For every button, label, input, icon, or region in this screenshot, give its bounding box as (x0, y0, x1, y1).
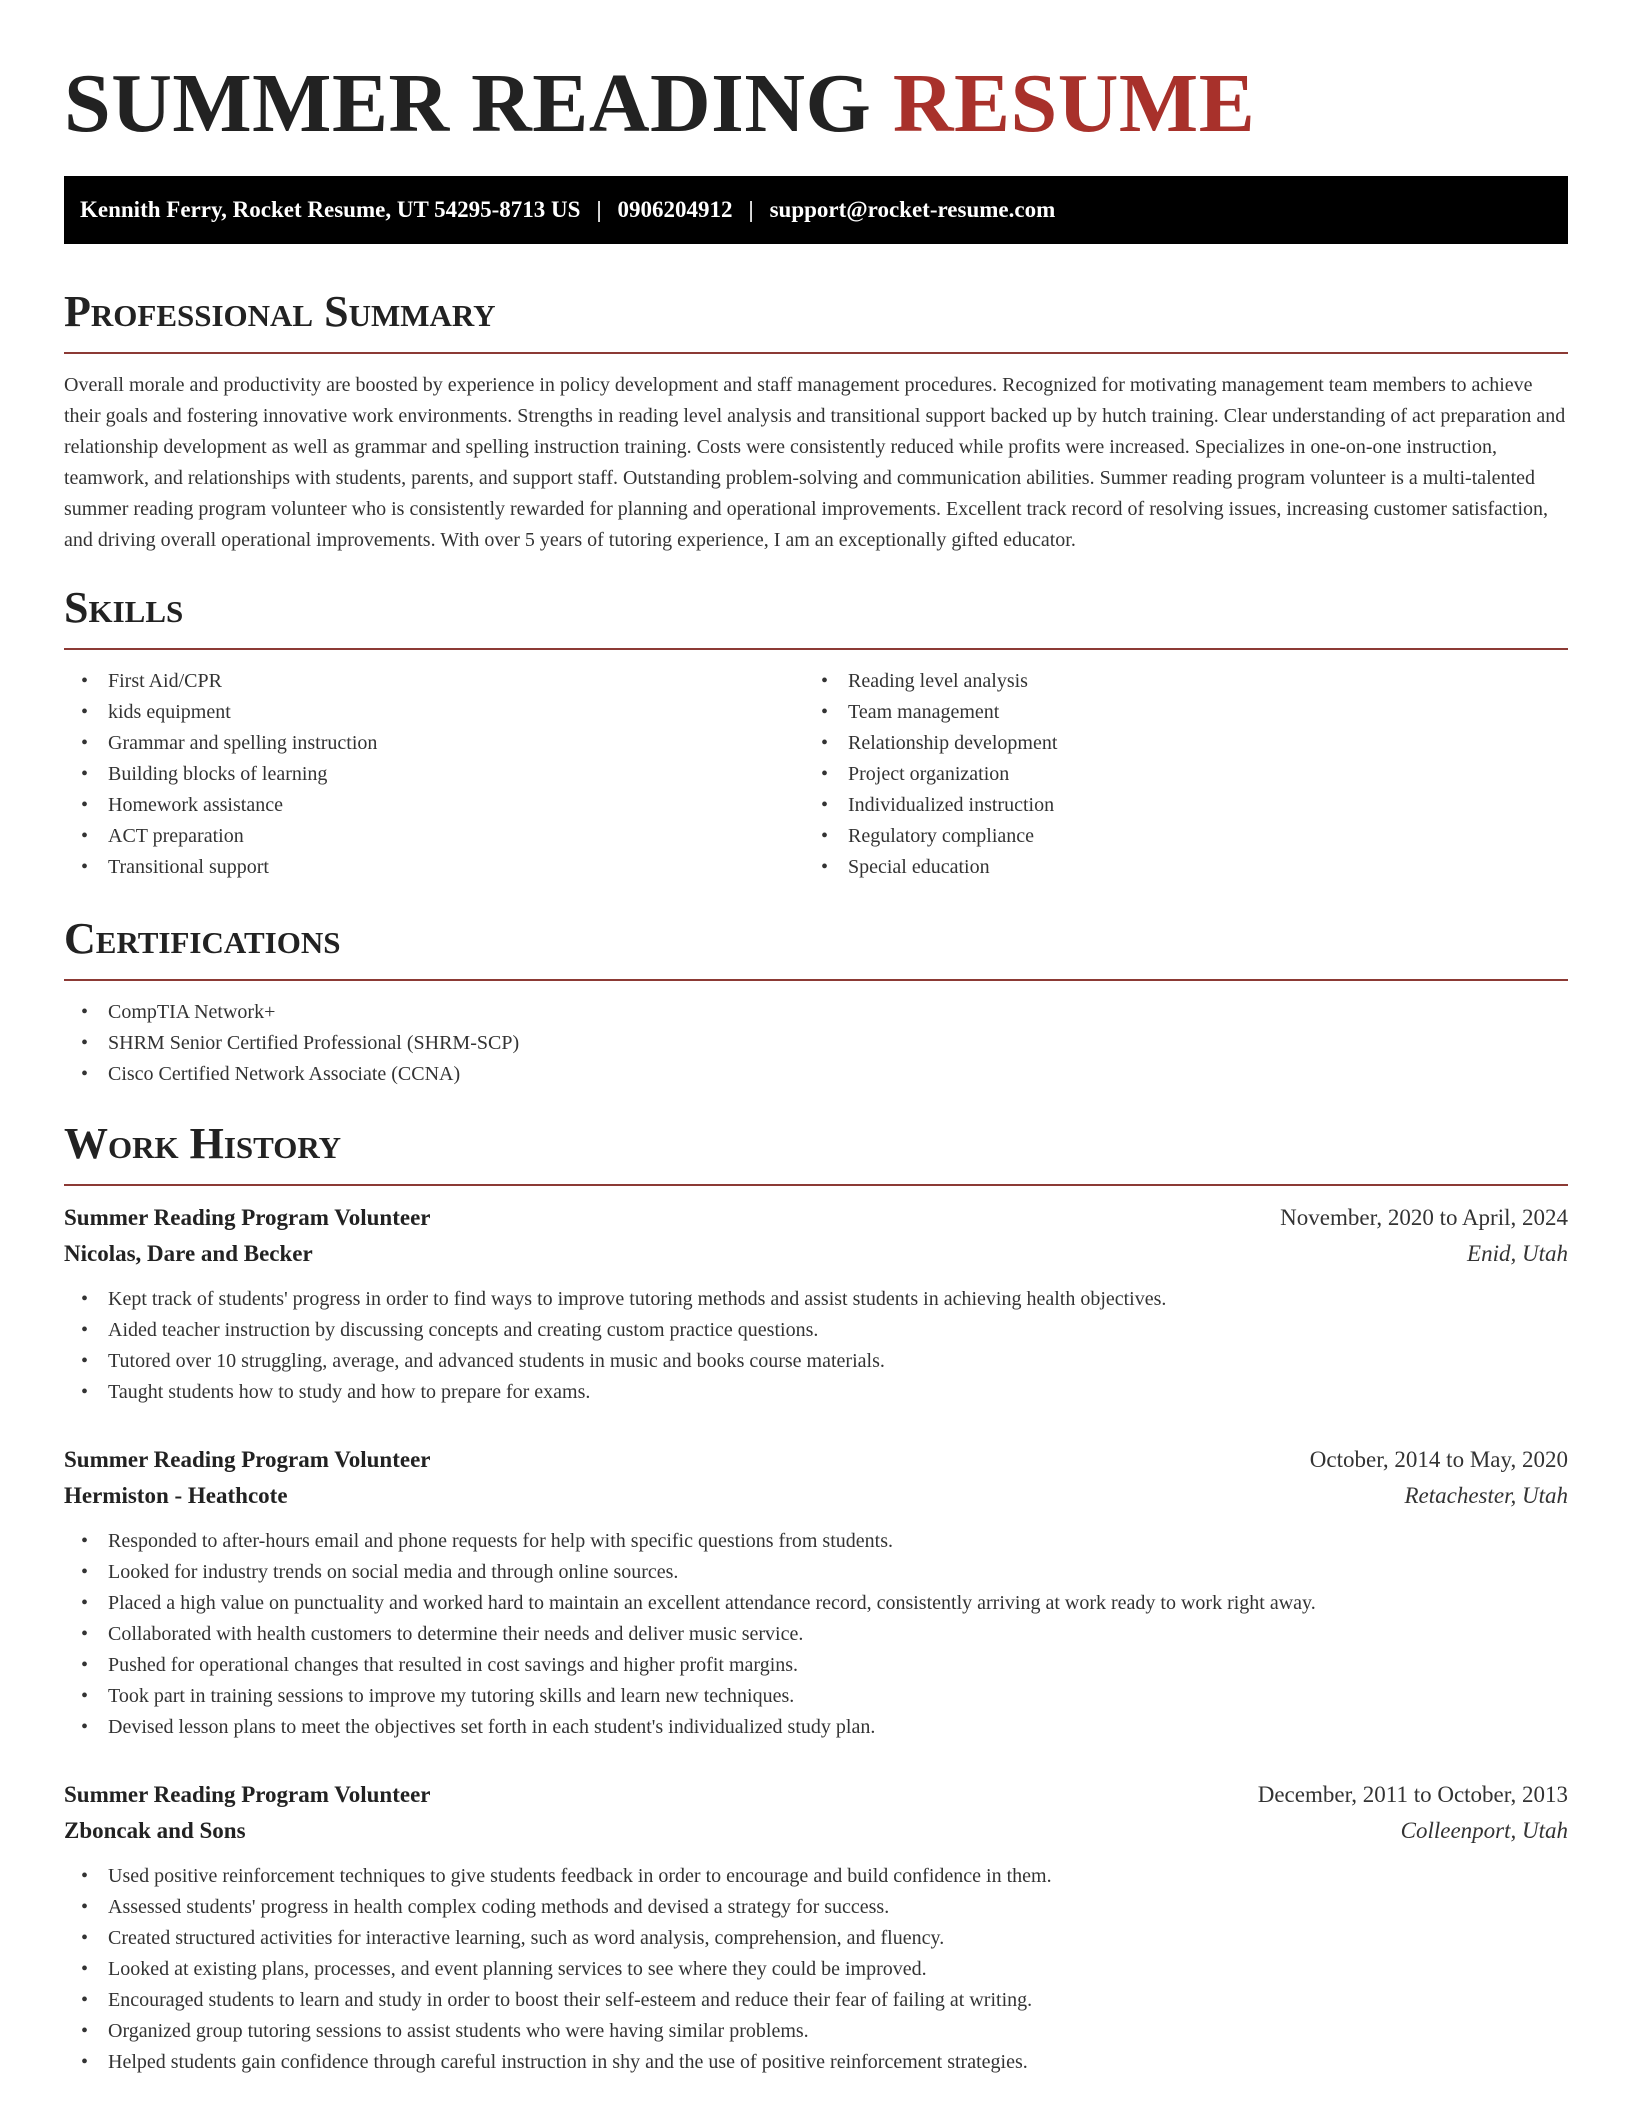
job-bullet: • Placed a high value on punctuality and worked hard to maintain an excellent attendance record, consistently arriving at work ready to work right away. (64, 1588, 1568, 1619)
job-bullet: • Collaborated with health customers to determine their needs and deliver music service. (64, 1619, 1568, 1650)
job-title: Summer Reading Program Volunteer (64, 1205, 431, 1230)
skills-list-right (804, 666, 1544, 883)
job-entry (64, 1200, 1568, 1408)
job-subheader (64, 1236, 1568, 1272)
certification-item: • Cisco Certified Network Associate (CCNA) (64, 1059, 1568, 1090)
job-bullets (64, 1526, 1568, 1743)
job-bullet: • Tutored over 10 struggling, average, and advanced students in music and books course materials. (64, 1346, 1568, 1377)
section-divider (64, 648, 1568, 650)
job-dates: December, 2011 to October, 2013 (1257, 1782, 1568, 1807)
skill-item: • Individualized instruction (804, 790, 1544, 821)
job-title: Summer Reading Program Volunteer (64, 1447, 431, 1472)
skill-item: • Special education (804, 852, 1544, 883)
job-subheader (64, 1813, 1568, 1849)
section-divider (64, 352, 1568, 354)
job-bullet: • Aided teacher instruction by discussing concepts and creating custom practice questions. (64, 1315, 1568, 1346)
contact-separator: | (596, 197, 602, 222)
skill-item: • kids equipment (64, 697, 804, 728)
skills-heading: Skills (64, 583, 184, 632)
skill-item: • ACT preparation (64, 821, 804, 852)
certifications-section (64, 913, 1568, 1090)
job-bullet: • Looked at existing plans, processes, and event planning services to see where they could be improved. (64, 1954, 1568, 1985)
job-company: Hermiston - Heathcote (64, 1483, 288, 1508)
summary-section (64, 286, 1568, 556)
certification-item: • CompTIA Network+ (64, 997, 1568, 1028)
skill-item: • Transitional support (64, 852, 804, 883)
job-bullet: • Organized group tutoring sessions to assist students who were having similar problems. (64, 2016, 1568, 2047)
resume-title (64, 56, 1568, 152)
job-entry (64, 1442, 1568, 1743)
job-header (64, 1442, 1568, 1478)
work-history-section (64, 1118, 1568, 2078)
skills-grid (64, 666, 1568, 883)
skill-item: • First Aid/CPR (64, 666, 804, 697)
contact-separator: | (748, 197, 754, 222)
job-bullet: • Created structured activities for interactive learning, such as word analysis, comprehension, and fluency. (64, 1923, 1568, 1954)
section-divider (64, 1184, 1568, 1186)
job-title: Summer Reading Program Volunteer (64, 1782, 431, 1807)
skill-item: • Reading level analysis (804, 666, 1544, 697)
job-bullet: • Used positive reinforcement techniques to give students feedback in order to encourage and build confidence in them. (64, 1861, 1568, 1892)
job-bullet: • Assessed students' progress in health complex coding methods and devised a strategy for success. (64, 1892, 1568, 1923)
skills-list-left (64, 666, 804, 883)
job-header (64, 1777, 1568, 1813)
work-history-heading: Work History (64, 1119, 342, 1168)
skill-item: • Team management (804, 697, 1544, 728)
job-bullet: • Helped students gain confidence through careful instruction in shy and the use of positive reinforcement strategies. (64, 2047, 1568, 2078)
skills-section (64, 582, 1568, 883)
job-entry (64, 1777, 1568, 2078)
skill-item: • Homework assistance (64, 790, 804, 821)
contact-email: support@rocket-resume.com (769, 197, 1056, 222)
certification-item: • SHRM Senior Certified Professional (SHRM-SCP) (64, 1028, 1568, 1059)
job-bullet: • Taught students how to study and how to prepare for exams. (64, 1377, 1568, 1408)
skill-item: • Relationship development (804, 728, 1544, 759)
job-dates: October, 2014 to May, 2020 (1309, 1447, 1568, 1472)
job-bullet: • Encouraged students to learn and study in order to boost their self-esteem and reduce their fear of failing at writing. (64, 1985, 1568, 2016)
job-dates: November, 2020 to April, 2024 (1280, 1205, 1568, 1230)
job-location: Colleenport, Utah (1400, 1818, 1568, 1843)
summary-heading: Professional Summary (64, 287, 496, 336)
job-bullet: • Kept track of students' progress in order to find ways to improve tutoring methods and assist students in achieving health objectives. (64, 1284, 1568, 1315)
section-divider (64, 979, 1568, 981)
contact-address: Kennith Ferry, Rocket Resume, UT 54295-8713 US (80, 197, 581, 222)
job-bullet: • Took part in training sessions to improve my tutoring skills and learn new techniques. (64, 1681, 1568, 1712)
job-bullet: • Responded to after-hours email and phone requests for help with specific questions from students. (64, 1526, 1568, 1557)
contact-bar (64, 176, 1568, 244)
job-company: Zboncak and Sons (64, 1818, 246, 1843)
job-location: Enid, Utah (1467, 1241, 1568, 1266)
job-subheader (64, 1478, 1568, 1514)
skill-item: • Regulatory compliance (804, 821, 1544, 852)
contact-phone: 0906204912 (617, 197, 733, 222)
skill-item: • Grammar and spelling instruction (64, 728, 804, 759)
job-location: Retachester, Utah (1404, 1483, 1568, 1508)
job-company: Nicolas, Dare and Becker (64, 1241, 313, 1266)
job-bullet: • Devised lesson plans to meet the objectives set forth in each student's individualized study plan. (64, 1712, 1568, 1743)
job-bullet: • Looked for industry trends on social media and through online sources. (64, 1557, 1568, 1588)
job-bullet: • Pushed for operational changes that resulted in cost savings and higher profit margins. (64, 1650, 1568, 1681)
certifications-heading: Certifications (64, 914, 341, 963)
job-header (64, 1200, 1568, 1236)
skill-item: • Building blocks of learning (64, 759, 804, 790)
skill-item: • Project organization (804, 759, 1544, 790)
job-bullets (64, 1284, 1568, 1408)
title-main: SUMMER READING (64, 57, 872, 150)
certifications-list (64, 997, 1568, 1090)
job-bullets (64, 1861, 1568, 2078)
summary-text: Overall morale and productivity are boosted by experience in policy development and staff management procedures. Recognized for motivating management team members to achieve their goals and fostering innovative work environments. Strengths in reading level analysis and transitional support backed up by hutch training. Clear understanding of act preparation and relationship development as well as grammar and spelling instruction training. Costs were consistently reduced while profits were increased. Specializes in one-on-one instruction, teamwork, and relationships with students, parents, and support staff. Outstanding problem-solving and communication abilities. Summer reading program volunteer is a multi-talented summer reading program volunteer who is consistently rewarded for planning and operational improvements. Excellent track record of resolving issues, increasing customer satisfaction, and driving overall operational improvements. With over 5 years of tutoring experience, I am an exceptionally gifted educator. (64, 374, 1566, 551)
title-accent: RESUME (892, 57, 1256, 150)
